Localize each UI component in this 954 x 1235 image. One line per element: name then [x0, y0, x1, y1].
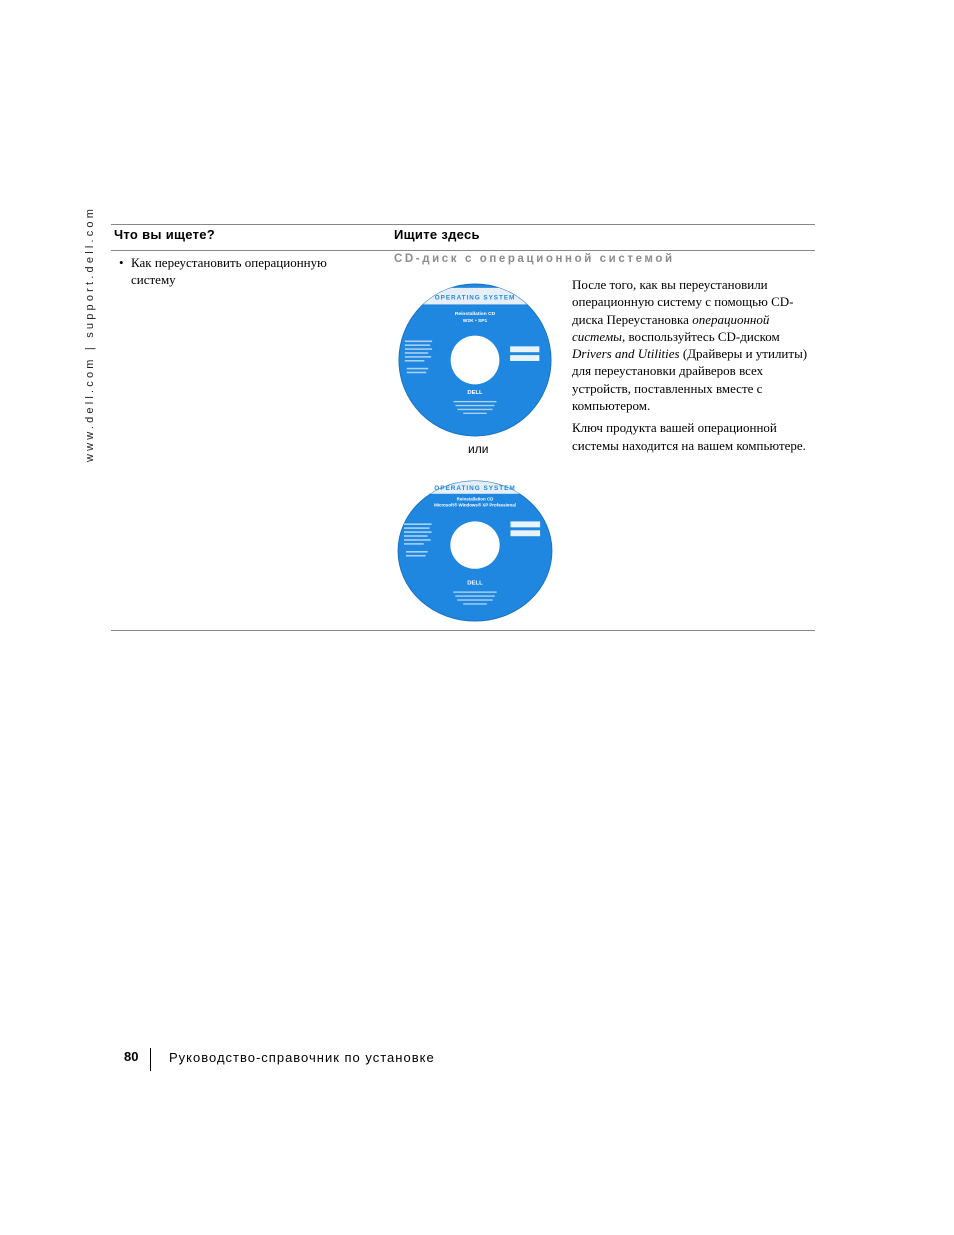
os-cd-image [396, 282, 554, 438]
footer-divider [150, 1048, 151, 1071]
list-item-text: Как переустановить операционную систему [131, 255, 327, 287]
os-cd-image [396, 480, 554, 623]
page-number: 80 [124, 1049, 139, 1064]
footer-title: Руководство-справочник по установке [169, 1050, 435, 1065]
cd-title-line2: W2K • SP1 [462, 318, 488, 324]
bullet-icon: • [119, 255, 124, 270]
description-paragraph-1: После того, как вы переустановили операционную систему с помощью CD-диска Переустановка операционной системы, воспользуйтесь CD-диском Drivers and Utilities (Драйверы и утилиты) для переустановки драйверов всех устройств, поставленных вместе с компьютером. [572, 277, 808, 414]
cd-title-line1: Reinstallation CD [456, 496, 494, 502]
cd-label-text: OPERATING SYSTEM [434, 484, 516, 492]
dell-logo-icon: DELL [467, 580, 483, 587]
cd-title-line2: Microsoft® Windows® XP Professional [434, 502, 516, 508]
sidebar-url: www.dell.com | support.dell.com [84, 205, 96, 462]
cd-title-line1: Reinstallation CD [454, 312, 496, 318]
list-item [119, 254, 359, 288]
section-heading: CD-диск с операционной системой [394, 253, 675, 265]
header-divider [111, 250, 815, 251]
dell-logo-icon: DELL [467, 390, 483, 397]
header-find-here: Ищите здесь [394, 227, 480, 242]
header-what-looking-for: Что вы ищете? [114, 227, 216, 242]
cd-label-text: OPERATING SYSTEM [434, 294, 516, 302]
or-label: или [468, 442, 489, 456]
lookup-table [111, 224, 815, 631]
description-paragraph-2: Ключ продукта вашей операционной системы находится на вашем компьютере. [572, 420, 806, 453]
description [572, 276, 812, 459]
